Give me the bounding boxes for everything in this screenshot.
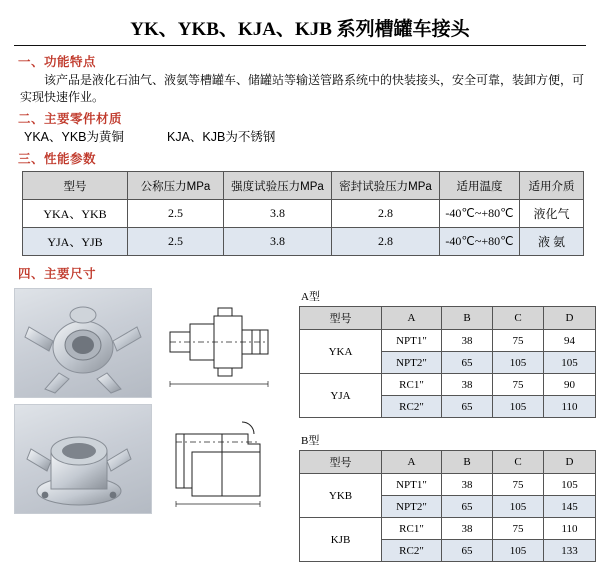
dim-a-yka-r2-c: 105: [493, 352, 544, 374]
product-photo-type-a: [14, 288, 152, 398]
dim-a-yka-r1-d: 94: [544, 330, 596, 352]
dim-b-ykb-r2-c: 105: [493, 496, 544, 518]
dim-a-model-yja: YJA: [300, 374, 382, 418]
dim-a-header-row: [300, 307, 596, 330]
table-row: [300, 518, 596, 540]
perf-r2-model: YJA、YJB: [23, 228, 128, 256]
dim-b-ykb-r2-d: 145: [544, 496, 596, 518]
perf-r1-strength: 3.8: [224, 200, 332, 228]
dimension-tables-column: [293, 288, 596, 562]
dim-a-col-a: A: [382, 307, 442, 330]
dim-a-yja-r2-b: 65: [442, 396, 493, 418]
dim-a-col-model: 型号: [300, 307, 382, 330]
dim-b-col-model: 型号: [300, 451, 382, 474]
dim-b-kjb-r1-a: RC1": [382, 518, 442, 540]
dim-a-col-b: B: [442, 307, 493, 330]
table-row: [300, 474, 596, 496]
dimension-block-type-b: [299, 432, 596, 562]
image-row-type-a: [14, 288, 289, 398]
material-line-1: YKA、YKB为黄铜: [24, 130, 125, 144]
perf-r1-nominal: 2.5: [128, 200, 224, 228]
dim-a-yka-r1-c: 75: [493, 330, 544, 352]
section-heading-features: 一、功能特点: [18, 55, 97, 69]
dim-b-ykb-r1-a: NPT1": [382, 474, 442, 496]
dimension-images-column: [14, 288, 289, 562]
perf-r1-temp: -40℃~+80℃: [440, 200, 520, 228]
perf-col-seal-test-pressure: 密封试验压力MPa: [332, 172, 440, 200]
dim-a-yka-r2-b: 65: [442, 352, 493, 374]
dim-b-ykb-r1-c: 75: [493, 474, 544, 496]
perf-col-temperature: 适用温度: [440, 172, 520, 200]
perf-r2-nominal: 2.5: [128, 228, 224, 256]
dim-b-col-d: D: [544, 451, 596, 474]
dim-a-yja-r2-c: 105: [493, 396, 544, 418]
dimension-block-type-a: [299, 288, 596, 418]
performance-table: [22, 171, 584, 256]
dim-a-yka-r1-b: 38: [442, 330, 493, 352]
perf-r1-model: YKA、YKB: [23, 200, 128, 228]
dim-a-yka-r2-d: 105: [544, 352, 596, 374]
dim-a-yka-r1-a: NPT1": [382, 330, 442, 352]
dim-b-col-c: C: [493, 451, 544, 474]
type-b-label: B型: [301, 435, 320, 447]
dim-b-ykb-r2-b: 65: [442, 496, 493, 518]
dim-a-yja-r2-a: RC2": [382, 396, 442, 418]
dim-b-model-ykb: YKB: [300, 474, 382, 518]
dimensions-area: [14, 288, 586, 562]
perf-col-medium: 适用介质: [520, 172, 584, 200]
dim-b-kjb-r1-b: 38: [442, 518, 493, 540]
table-row: [300, 330, 596, 352]
table-row: [300, 374, 596, 396]
perf-r2-strength: 3.8: [224, 228, 332, 256]
page-title: YK、YKB、KJA、KJB 系列槽罐车接头: [130, 19, 470, 40]
dim-a-yja-r1-d: 90: [544, 374, 596, 396]
perf-col-strength-test-pressure: 强度试验压力MPa: [224, 172, 332, 200]
dim-b-ykb-r1-b: 38: [442, 474, 493, 496]
dim-a-model-yka: YKA: [300, 330, 382, 374]
material-lines: [24, 129, 586, 146]
section-heading-performance: 三、性能参数: [18, 152, 97, 166]
product-photo-type-b: [14, 404, 152, 514]
type-a-label: A型: [301, 291, 320, 303]
dim-b-col-b: B: [442, 451, 493, 474]
perf-r1-medium: 液化气: [520, 200, 584, 228]
perf-col-nominal-pressure: 公称压力MPa: [128, 172, 224, 200]
dimension-table-b: [299, 450, 596, 562]
dim-b-ykb-r2-a: NPT2": [382, 496, 442, 518]
perf-r2-seal: 2.8: [332, 228, 440, 256]
dim-a-yja-r1-b: 38: [442, 374, 493, 396]
dim-a-col-d: D: [544, 307, 596, 330]
table-row: [23, 200, 584, 228]
features-body-text: 该产品是液化石油气、液氨等槽罐车、储罐站等输送管路系统中的快装接头，安全可靠，装卸方便，可实现快速作业。: [20, 73, 585, 104]
dim-a-col-c: C: [493, 307, 544, 330]
image-row-type-b: [14, 404, 289, 514]
material-line-2: KJA、KJB为不锈钢: [167, 130, 276, 144]
section-heading-dimensions: 四、主要尺寸: [18, 267, 97, 281]
dim-b-kjb-r2-b: 65: [442, 540, 493, 562]
dim-b-kjb-r1-c: 75: [493, 518, 544, 540]
table-row: [23, 228, 584, 256]
dim-b-header-row: [300, 451, 596, 474]
dim-a-yja-r2-d: 110: [544, 396, 596, 418]
section-heading-material: 二、主要零件材质: [18, 112, 123, 126]
dim-b-kjb-r2-a: RC2": [382, 540, 442, 562]
perf-r2-temp: -40℃~+80℃: [440, 228, 520, 256]
dimension-table-a: [299, 306, 596, 418]
perf-col-model: 型号: [23, 172, 128, 200]
dim-b-kjb-r2-d: 133: [544, 540, 596, 562]
perf-r1-seal: 2.8: [332, 200, 440, 228]
dim-b-kjb-r1-d: 110: [544, 518, 596, 540]
dim-a-yja-r1-c: 75: [493, 374, 544, 396]
dim-b-col-a: A: [382, 451, 442, 474]
dim-b-ykb-r1-d: 105: [544, 474, 596, 496]
technical-drawing-type-b: [156, 404, 289, 512]
perf-r2-medium: 液 氨: [520, 228, 584, 256]
dim-b-model-kjb: KJB: [300, 518, 382, 562]
technical-drawing-type-a: [156, 288, 289, 396]
title-divider: [14, 45, 586, 46]
dim-a-yja-r1-a: RC1": [382, 374, 442, 396]
dim-b-kjb-r2-c: 105: [493, 540, 544, 562]
dim-a-yka-r2-a: NPT2": [382, 352, 442, 374]
performance-table-header-row: [23, 172, 584, 200]
